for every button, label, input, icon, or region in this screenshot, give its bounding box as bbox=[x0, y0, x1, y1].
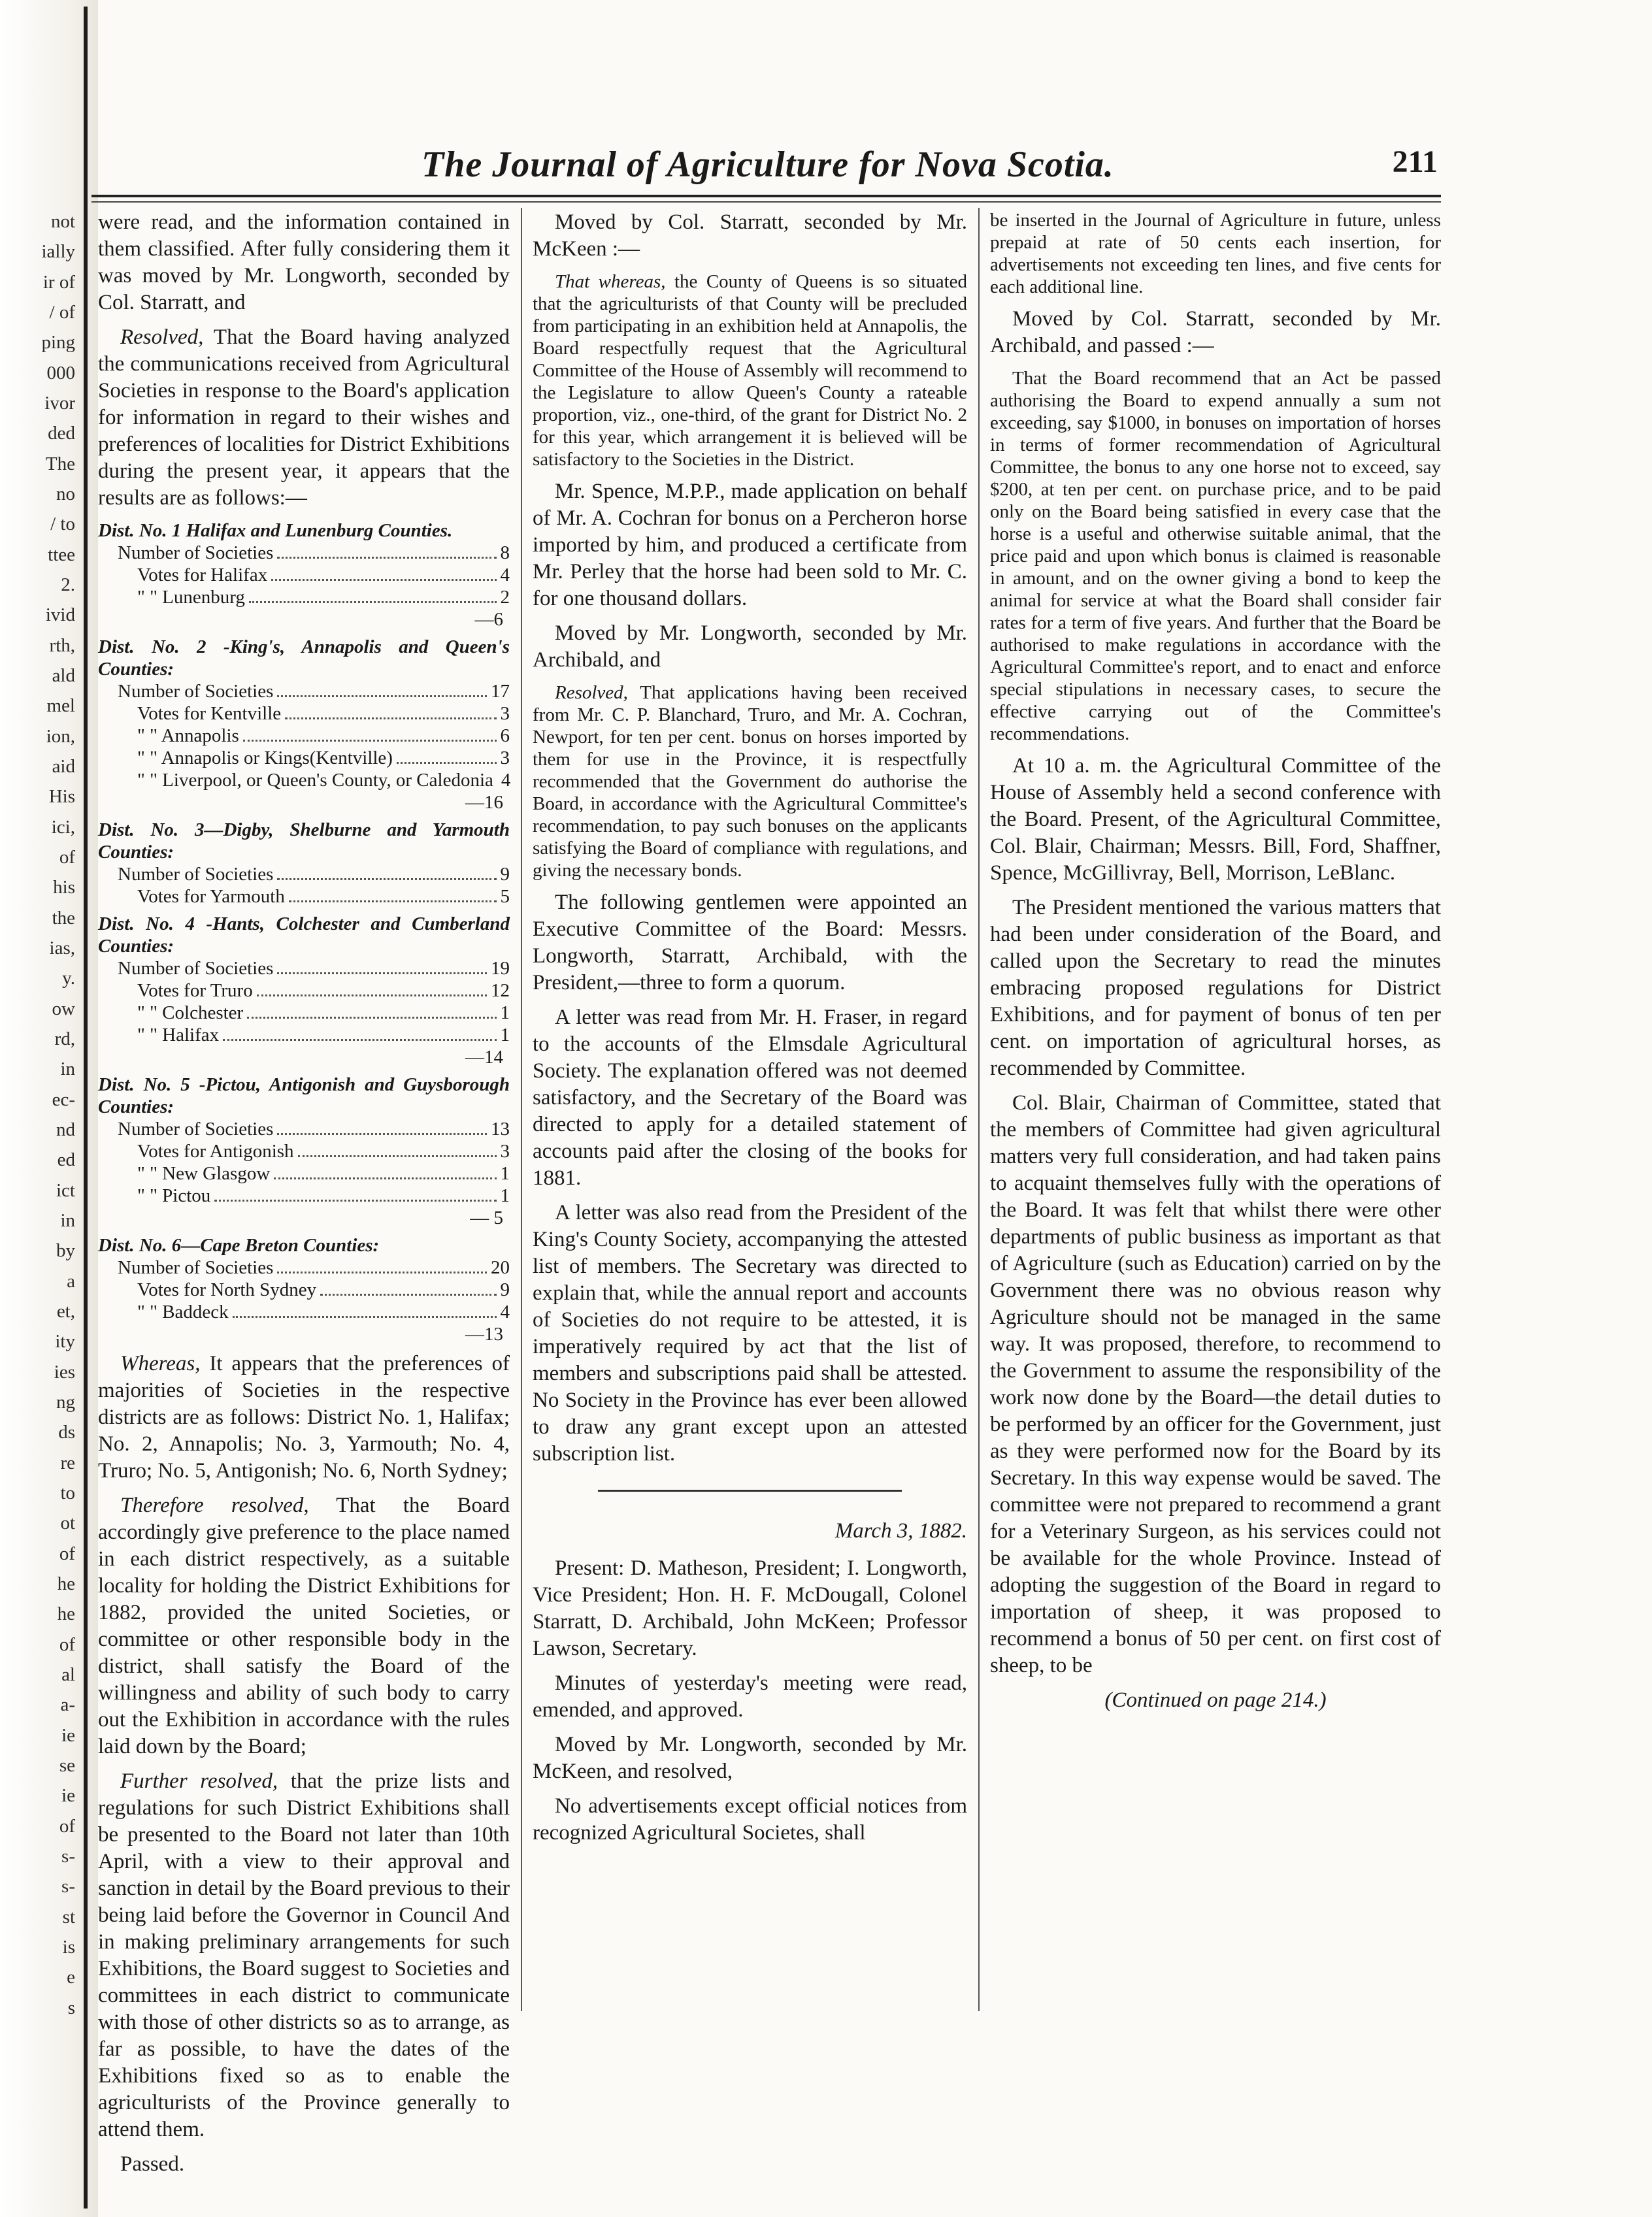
leader-dots bbox=[271, 579, 496, 581]
paragraph bbox=[533, 682, 967, 881]
margin-fragment: a bbox=[67, 1270, 75, 1292]
lead-word: Whereas, bbox=[120, 1352, 201, 1375]
district-row bbox=[98, 1162, 510, 1185]
leader-dots bbox=[257, 994, 487, 996]
lead-word: Resolved, bbox=[120, 325, 204, 349]
row-label: " " Annapolis bbox=[137, 725, 239, 746]
margin-fragment: ot bbox=[60, 1513, 75, 1534]
margin-fragment: s- bbox=[61, 1876, 75, 1897]
row-value: 9 bbox=[500, 1279, 510, 1300]
paragraph: Moved by Col. Starratt, seconded by Mr. Archibald, and passed :— bbox=[990, 307, 1441, 357]
district-table bbox=[98, 913, 510, 1068]
paragraph-text: the County of Queens is so situated that the agriculturists of that County will be precluded from participating in an exhibition held at Annapolis, the Board respectfully request that the Agricultural Committee of the House of Assembly will recommend to the Legislature to allow Queen's County a rateable proportion, viz., one-third, of the grant for District No. 2 for this year, which arrangement it is believed will be satisfactory to the Societies in the District. bbox=[533, 271, 967, 470]
row-value: 4 bbox=[501, 770, 511, 791]
paragraph: Col. Blair, Chairman of Committee, stated that the members of Committee had given agricultural matters very full consideration, and had taken pains to acquaint themselves fully with the operations of the Board. It was felt that whilst there were other departments of public business as important as that of Agriculture (such as Education) carried on by the Government there was no obvious reason why Agriculture should not be managed in the same way. It was proposed, therefore, to recommend to the Government to assume the responsibility of the work now done by the Board—the detail duties to be performed by an officer for the Government, just as they were performed now for the Board by its Secretary. In this way expense would be saved. The committee were not prepared to recommend a grant for a Veterinary Surgeon, as his services could not be available for the whole Province. Instead of adopting the suggestion of the Board in regard to importation of sheep, it was proposed to recommend a bonus of 50 per cent. on first cost of sheep, to be bbox=[990, 1091, 1441, 1677]
continued-note: (Continued on page 214.) bbox=[1104, 1688, 1327, 1712]
margin-fragment: ng bbox=[56, 1392, 75, 1413]
margin-fragment: y. bbox=[62, 968, 75, 989]
row-value: 13 bbox=[491, 1119, 510, 1140]
margin-fragment: The bbox=[45, 453, 75, 474]
district-row bbox=[98, 1002, 510, 1024]
paragraph: A letter was read from Mr. H. Fraser, in regard to the accounts of the Elmsdale Agricultural Society. The explanation offered was not deemed satisfactory, and the Secretary of the Board was directed to apply for a detailed statement of accounts paid after the closing of the books for 1881. bbox=[533, 1006, 967, 1190]
district-row bbox=[98, 747, 510, 769]
district-row bbox=[98, 542, 510, 564]
margin-fragment: ttee bbox=[48, 544, 75, 565]
paragraph bbox=[98, 1492, 510, 1760]
paragraph-text: That applications having been received from Mr. C. P. Blanchard, Truro, and Mr. A. Cochran, Newport, for ten per cent. bonus on horses imported by them for use in the Province, it is respectfully recommended that the Government do authorise the Board, in accordance with the Agricultural Committee's recommendation, to pay such bonuses on the applicants satisfying the Board of compliance with regulations, and giving the necessary bonds. bbox=[533, 682, 967, 881]
paragraph: At 10 a. m. the Agricultural Committee of the House of Assembly held a second conference with the Board. Present, of the Agricultural Committee, Col. Blair, Chairman; Messrs. Bill, Ford, Shaffner, Spence, McGillivray, Bell, Morrison, LeBlanc. bbox=[990, 754, 1441, 885]
row-label: " " New Glasgow bbox=[137, 1163, 271, 1184]
paragraph-text: that the prize lists and regulations for such District Exhibitions shall be presented to the Board not later than 10th April, with a view to their approval and sanction in detail by the Board previous to their being laid before the Governor in Council And in making preliminary arrangements for such Exhibitions, the Board suggest to Societies and committees in each district to communicate with those of other districts so as to arrange, as far as possible, to have the dates of the Exhibitions fixed so as to enable the agriculturists of the Province generally to attend them. bbox=[98, 1769, 510, 2141]
margin-fragment: ivor bbox=[44, 393, 75, 414]
row-label: Number of Societies bbox=[118, 542, 274, 563]
district-table bbox=[98, 519, 510, 631]
meeting-date: March 3, 1882. bbox=[834, 1519, 967, 1543]
district-row bbox=[98, 1118, 510, 1140]
district-row bbox=[98, 863, 510, 885]
row-value: 4 bbox=[500, 565, 510, 585]
row-value: 1 bbox=[500, 1163, 510, 1184]
margin-fragment: st bbox=[62, 1906, 75, 1928]
margin-fragment: ies bbox=[54, 1361, 75, 1383]
row-value: 2 bbox=[500, 587, 510, 608]
margin-fragment: of bbox=[59, 1543, 75, 1564]
paragraph-text: That the Board accordingly give preference to the place named in each district respectively, as a suitable locality for holding the District Exhibitions for 1882, provided the united Societies, or committee or other responsible body in the district, shall satisfy the Board of the willingness and ability of such body to carry out the Exhibition in accordance with the rules laid down by the Board; bbox=[98, 1494, 510, 1758]
margin-fragment: rth, bbox=[49, 634, 75, 656]
margin-fragment: / of bbox=[49, 302, 75, 323]
leader-dots bbox=[397, 762, 497, 764]
row-value: 17 bbox=[491, 681, 510, 702]
margin-fragment: 2. bbox=[61, 574, 75, 595]
district-row bbox=[98, 885, 510, 908]
district-heading: Dist. No. 2 -King's, Annapolis and Queen's Counties: bbox=[98, 636, 510, 680]
margin-fragment: ded bbox=[48, 423, 75, 444]
margin-fragment: of bbox=[59, 1634, 75, 1655]
margin-fragment: is bbox=[62, 1937, 75, 1958]
margin-fragment: ict bbox=[56, 1179, 75, 1201]
paragraph-text: That the Board having analyzed the communications received from Agricultural Societies in response to the Board's application for information in regard to their wishes and preferences of localities for District Exhibitions during the present year, it appears that the results are as follows:— bbox=[98, 325, 510, 510]
paragraph: Present: D. Matheson, President; I. Longworth, Vice President; Hon. H. F. McDougall, Colonel Starratt, D. Archibald, John McKeen; Professor Lawson, Secretary. bbox=[533, 1556, 967, 1660]
margin-fragment: to bbox=[60, 1483, 75, 1503]
header-rule bbox=[91, 195, 1441, 197]
paragraph: Moved by Mr. Longworth, seconded by Mr. McKeen, and resolved, bbox=[533, 1733, 967, 1783]
row-value: 5 bbox=[500, 886, 510, 907]
margin-fragment: in bbox=[60, 1059, 75, 1080]
margin-fragment: he bbox=[57, 1603, 75, 1625]
district-vote-tables bbox=[98, 519, 510, 1345]
row-label: Number of Societies bbox=[118, 864, 274, 885]
paragraph: Moved by Col. Starratt, seconded by Mr. McKeen :— bbox=[533, 210, 967, 261]
district-row bbox=[98, 979, 510, 1002]
margin-fragment: et, bbox=[56, 1301, 75, 1322]
column-divider-1 bbox=[521, 208, 522, 2011]
margin-fragment: ping bbox=[41, 332, 75, 353]
paragraph bbox=[98, 1351, 510, 1485]
margin-fragment: ir of bbox=[42, 271, 75, 293]
margin-fragment: of bbox=[59, 847, 75, 868]
margin-fragment: rd, bbox=[54, 1028, 75, 1049]
margin-fragment: in bbox=[60, 1210, 75, 1231]
district-row bbox=[98, 725, 510, 747]
district-row bbox=[98, 702, 510, 725]
paragraph bbox=[98, 324, 510, 512]
row-value: 1 bbox=[500, 1002, 510, 1023]
row-label: Votes for Truro bbox=[137, 980, 253, 1001]
leader-dots bbox=[320, 1294, 496, 1296]
row-value: 19 bbox=[491, 958, 510, 979]
district-row bbox=[98, 564, 510, 586]
row-value: 20 bbox=[491, 1257, 510, 1278]
district-row bbox=[98, 957, 510, 979]
district-total: —6 bbox=[474, 609, 503, 630]
row-value: 3 bbox=[500, 703, 510, 724]
column-3 bbox=[990, 209, 1441, 1714]
row-label: Number of Societies bbox=[118, 681, 274, 702]
margin-fragment: ec- bbox=[52, 1089, 75, 1110]
margin-fragment: the bbox=[52, 907, 75, 928]
leader-dots bbox=[247, 1017, 496, 1019]
paragraph: Moved by Mr. Longworth, seconded by Mr. Archibald, and bbox=[533, 621, 967, 672]
leader-dots bbox=[277, 695, 487, 697]
paragraph: Mr. Spence, M.P.P., made application on behalf of Mr. A. Cochran for bonus on a Percheron horse imported by him, and produced a certificate from Mr. Perley that the horse had been sold to Mr. C. for one thousand dollars. bbox=[533, 480, 967, 610]
margin-fragment: se bbox=[59, 1755, 75, 1776]
row-label: Votes for Kentville bbox=[137, 703, 282, 724]
row-value: 1 bbox=[500, 1185, 510, 1206]
journal-title: The Journal of Agriculture for Nova Scotia. bbox=[421, 144, 1114, 185]
district-heading: Dist. No. 6—Cape Breton Counties: bbox=[98, 1235, 380, 1256]
district-row bbox=[98, 769, 510, 791]
paragraph: be inserted in the Journal of Agriculture in future, unless prepaid at rate of 50 cents each insertion, for advertisements not exceeding ten lines, and five cents for each additional line. bbox=[990, 210, 1441, 297]
district-table bbox=[98, 1074, 510, 1229]
margin-fragment: ed bbox=[57, 1149, 75, 1171]
row-value: 12 bbox=[491, 980, 510, 1001]
margin-fragment: e bbox=[67, 1967, 75, 1988]
margin-fragment: he bbox=[57, 1573, 75, 1594]
district-total: — 5 bbox=[470, 1207, 503, 1228]
district-total: —13 bbox=[465, 1324, 503, 1345]
margin-fragment: / to bbox=[50, 514, 75, 535]
header-rule-thin bbox=[91, 201, 1441, 203]
district-heading: Dist. No. 3—Digby, Shelburne and Yarmouth Counties: bbox=[98, 819, 510, 862]
row-value: 1 bbox=[500, 1025, 510, 1045]
margin-fragment: ds bbox=[58, 1422, 75, 1443]
passed-note: Passed. bbox=[120, 2152, 185, 2176]
district-table bbox=[98, 636, 510, 813]
row-label: " " Annapolis or Kings(Kentville) bbox=[137, 747, 393, 768]
row-label: " " Baddeck bbox=[137, 1302, 229, 1322]
column-1 bbox=[98, 209, 510, 2178]
paragraph-text: It appears that the preferences of majorities of Societies in the respective districts are as follows: District No. 1, Halifax; No. 2, Annapolis; No. 3, Yarmouth; No. 4, Truro; No. 5, Antigonish; No. 6, North Sydney; bbox=[98, 1352, 510, 1483]
district-row bbox=[98, 1279, 510, 1301]
row-value: 6 bbox=[500, 725, 510, 746]
district-row bbox=[98, 680, 510, 702]
leader-dots bbox=[277, 972, 487, 974]
margin-fragment: of bbox=[59, 1815, 75, 1837]
paragraph: were read, and the information contained in them classified. After fully considering them it was moved by Mr. Longworth, seconded by Col. Starratt, and bbox=[98, 210, 510, 314]
margin-fragment: ald bbox=[52, 665, 75, 686]
margin-fragment: ivid bbox=[45, 604, 75, 626]
leader-dots bbox=[223, 1039, 496, 1041]
row-label: Votes for Antigonish bbox=[137, 1141, 294, 1162]
row-label: Number of Societies bbox=[118, 958, 274, 979]
leader-dots bbox=[285, 717, 496, 719]
margin-fragment: no bbox=[56, 484, 75, 504]
margin-fragment: 000 bbox=[46, 362, 75, 384]
lead-word: That whereas, bbox=[555, 271, 666, 292]
column-divider-2 bbox=[978, 208, 980, 2011]
district-total: —14 bbox=[465, 1047, 503, 1068]
leader-dots bbox=[277, 878, 496, 880]
paragraph: The President mentioned the various matters that had been under consideration of the Board, and called upon the Secretary to read the minutes embracing proposed regulations for District Exhibitions, and for payment of bonus of ten per cent. on importation of agricultural horses, as recommended by Committee. bbox=[990, 896, 1441, 1080]
margin-fragment: his bbox=[53, 877, 75, 898]
district-heading: Dist. No. 1 Halifax and Lunenburg Counties. bbox=[98, 520, 453, 541]
leader-dots bbox=[289, 900, 497, 902]
row-label: " " Halifax bbox=[137, 1025, 220, 1045]
column-2 bbox=[533, 209, 967, 1854]
paragraph: That the Board recommend that an Act be passed authorising the Board to expend annually a sum not exceeding, say $1000, in bonuses on importation of horses in terms of former recommendation of Agricultural Committee, the bonus to any one horse not to exceed, say $200, at ten per cent. on purchase price, and to be paid only on the Board being satisfied in every case that the horse is a useful and otherwise suitable animal, that the price paid and upon which bonus is claimed is reasonable in amount, and on the owner giving a bond to keep the animal for service at what the Board shall consider fair rates for a term of five years. And further that the Board be authorised to make regulations in accordance with the Agricultural Committee's report, and to enact and enforce special stipulations in necessary cases, to secure the effective carrying out of the Committee's recommendations. bbox=[990, 368, 1441, 744]
row-value: 9 bbox=[500, 864, 510, 885]
paragraph: The following gentlemen were appointed an Executive Committee of the Board: Messrs. Longworth, Starratt, Archibald, with the President,—three to form a quorum. bbox=[533, 891, 967, 994]
row-label: " " Lunenburg bbox=[137, 587, 245, 608]
section-rule bbox=[598, 1490, 902, 1492]
row-label: Votes for North Sydney bbox=[137, 1279, 317, 1300]
lead-word: Therefore resolved, bbox=[120, 1494, 309, 1517]
district-row bbox=[98, 1024, 510, 1046]
margin-fragment: al bbox=[61, 1664, 75, 1685]
margin-fragment: ow bbox=[52, 998, 75, 1019]
paragraph: No advertisements except official notices from recognized Agricultural Societes, shall bbox=[533, 1794, 967, 1845]
row-value: 3 bbox=[500, 1141, 510, 1162]
margin-fragment: by bbox=[56, 1240, 75, 1262]
row-value: 8 bbox=[500, 542, 510, 563]
district-total: —16 bbox=[465, 792, 503, 813]
margin-fragment: ias, bbox=[49, 938, 75, 959]
district-row bbox=[98, 1185, 510, 1207]
leader-dots bbox=[274, 1177, 496, 1179]
margin-fragment: s- bbox=[61, 1846, 75, 1867]
row-value: 3 bbox=[500, 747, 510, 768]
district-heading: Dist. No. 4 -Hants, Colchester and Cumberland Counties: bbox=[98, 913, 510, 957]
margin-fragment: nd bbox=[56, 1119, 75, 1140]
leader-dots bbox=[243, 740, 497, 742]
row-label: " " Pictou bbox=[137, 1185, 211, 1206]
row-label: Votes for Halifax bbox=[137, 565, 268, 585]
row-label: " " Liverpool, or Queen's County, or Caledonia bbox=[137, 770, 493, 791]
district-table bbox=[98, 1234, 510, 1345]
leader-dots bbox=[249, 601, 497, 603]
margin-fragment: mel bbox=[46, 695, 75, 717]
binding-edge bbox=[84, 7, 88, 2209]
lead-word: Resolved, bbox=[555, 682, 628, 703]
page-header bbox=[98, 144, 1438, 189]
district-row bbox=[98, 1256, 510, 1279]
district-table bbox=[98, 819, 510, 908]
margin-fragment: His bbox=[48, 786, 75, 808]
paragraph bbox=[98, 1768, 510, 2143]
paragraph: Minutes of yesterday's meeting were read, emended, and approved. bbox=[533, 1671, 967, 1722]
leader-dots bbox=[233, 1316, 497, 1318]
page-number: 211 bbox=[1392, 144, 1438, 179]
margin-fragment: s bbox=[67, 1997, 75, 2018]
leader-dots bbox=[214, 1200, 496, 1202]
district-row bbox=[98, 586, 510, 608]
leader-dots bbox=[277, 1133, 487, 1135]
row-label: Number of Societies bbox=[118, 1257, 274, 1278]
row-value: 4 bbox=[500, 1302, 510, 1322]
margin-fragment: not bbox=[50, 211, 75, 232]
lead-word: Further resolved, bbox=[120, 1769, 278, 1793]
row-label: Number of Societies bbox=[118, 1119, 274, 1140]
margin-fragment: ie bbox=[61, 1785, 75, 1807]
margin-fragment: ity bbox=[55, 1331, 75, 1353]
leader-dots bbox=[277, 1272, 487, 1273]
margin-fragment: aid bbox=[52, 756, 75, 777]
margin-fragment: re bbox=[60, 1452, 75, 1473]
paragraph bbox=[533, 271, 967, 470]
paragraph: A letter was also read from the President of the King's County Society, accompanying the attested list of members. The Secretary was directed to explain that, while the annual report and accounts of Societies do not require to be attested, it is imperatively required by act that the list of members and subscriptions paid shall be attested. No Society in the Province has ever been allowed to draw any grant except upon an attested subscription list. bbox=[533, 1201, 967, 1466]
margin-fragment: ici, bbox=[51, 816, 75, 838]
district-row bbox=[98, 1301, 510, 1323]
leader-dots bbox=[277, 557, 496, 559]
district-heading: Dist. No. 5 -Pictou, Antigonish and Guysborough Counties: bbox=[98, 1074, 510, 1117]
margin-fragment: ion, bbox=[46, 725, 75, 747]
margin-fragment: ie bbox=[61, 1724, 75, 1746]
leader-dots bbox=[298, 1155, 497, 1157]
margin-fragment: a- bbox=[60, 1694, 75, 1716]
row-label: Votes for Yarmouth bbox=[137, 886, 285, 907]
district-row bbox=[98, 1140, 510, 1162]
row-label: " " Colchester bbox=[137, 1002, 244, 1023]
margin-fragment: ially bbox=[41, 241, 75, 263]
